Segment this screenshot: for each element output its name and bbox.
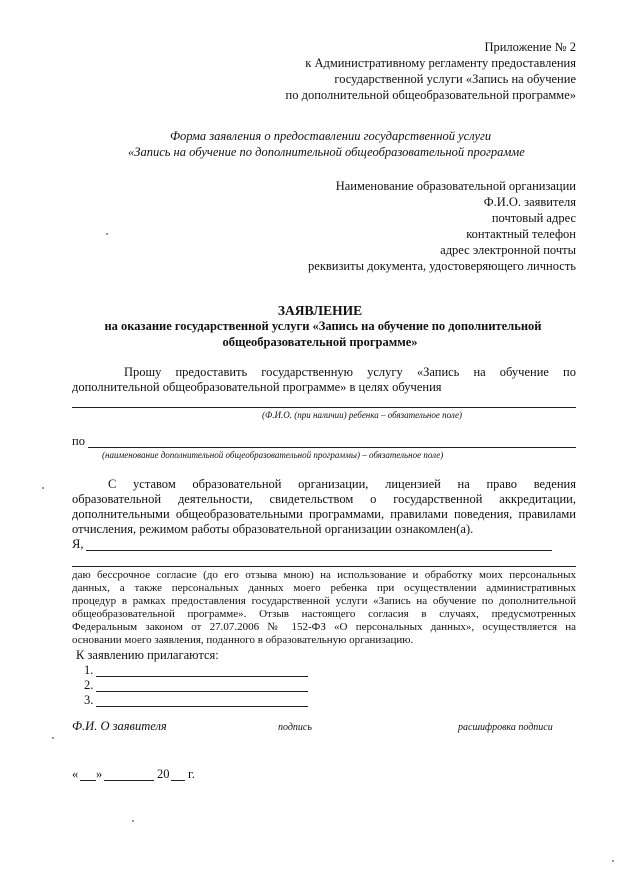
request-word: на [473,365,486,379]
addressee-postal-address: почтовый адрес [491,211,576,225]
request-word: государственную [261,365,354,379]
charter-line2: образовательной деятельности, свидетельством о государственной аккредитации, [72,492,576,506]
program-po-label: по [72,434,85,448]
consent-line2: данных, а также персональных данных моего ребенка при осуществлении административных [72,582,576,594]
charter-line3: дополнительными общеобразовательными программами, правилами поведения, правилами [72,507,576,521]
addressee-email: адрес электронной почты [440,243,576,257]
form-title-line2: «Запись на обучение по дополнительной общеобразовательной программе [128,145,525,159]
charter-line4: отчисления, режимом работы образовательной организации ознакомлен(а). [72,522,474,536]
request-word: по [563,365,576,379]
attachment-1-field[interactable] [96,676,308,677]
appendix-service: государственной услуги «Запись на обучение [334,72,576,86]
scan-speck [52,737,54,739]
signature-applicant-label: Ф.И. О заявителя [72,719,167,733]
attachment-number: 1. [84,663,94,677]
consent-line6: основании моего заявления, поданного в образовательную организацию. [72,634,414,646]
request-word: услугу [367,365,403,379]
child-name-caption: (Ф.И.О. (при наличии) ребенка – обязательное поле) [262,410,463,420]
attachment-3-field[interactable] [96,706,308,707]
addressee-applicant-name: Ф.И.О. заявителя [483,195,576,209]
appendix-regulation: к Административному регламенту предоставления [305,56,576,70]
charter-word: С [108,477,117,491]
statement-title: ЗАЯВЛЕНИЕ [277,303,363,318]
charter-word: на [457,477,470,491]
signature-sign-label: подпись [278,722,312,733]
scan-speck [42,487,44,489]
statement-subtitle-line2: общеобразовательной программе» [222,335,418,349]
date-year-field[interactable] [171,780,185,781]
date-quote-open: « [72,767,79,781]
consent-line5: Федеральным законом от 27.07.2006 № 152-ФЗ «О персональных данных», осуществляется на [72,621,576,633]
date-month-field[interactable] [104,780,154,781]
date-day-field[interactable] [80,780,96,781]
attachment-2-field[interactable] [96,691,308,692]
addressee-organization: Наименование образовательной организации [335,179,576,193]
program-name-caption: (наименование дополнительной общеобразовательной программы) – обязательное поле) [102,450,444,460]
statement-subtitle-line1: на оказание государственной услуги «Запись на обучение по дополнительной [104,319,542,333]
date-year-prefix: 20 [157,767,170,781]
applicant-name-field-continuation[interactable] [72,566,576,567]
charter-line1 [108,477,576,492]
date-year-suffix: г. [188,767,195,781]
signature-decode-label: расшифровка подписи [458,722,553,733]
attachment-number: 2. [84,678,94,692]
addressee-phone: контактный телефон [466,227,576,241]
charter-word: право [486,477,518,491]
appendix-program: по дополнительной общеобразовательной программе» [285,88,576,102]
request-line2: дополнительной общеобразовательной программе» в целях обучения [72,380,442,394]
scan-speck [612,860,614,862]
appendix-number: Приложение № 2 [484,40,576,54]
charter-word: организации, [298,477,369,491]
scan-speck [106,233,108,235]
consent-line3: процедур в рамках предоставления государственной услуги «Запись на обучение по дополнительной [72,595,576,607]
request-word: предоставить [175,365,248,379]
consent-line4: общеобразовательной программе». Отзыв настоящего согласия в случаях, предусмотренных [72,608,576,620]
request-word: обучение [499,365,549,379]
request-word: «Запись [416,365,460,379]
charter-word: уставом [133,477,176,491]
consent-line1: даю бессрочное согласие (до его отзыва мною) на использование и обработку моих персональных [72,569,576,581]
request-line1 [124,365,576,380]
form-title-line1: Форма заявления о предоставлении государственной услуги [170,129,492,143]
charter-word: лицензией [385,477,441,491]
child-name-field[interactable] [72,407,576,408]
program-name-field[interactable] [88,447,576,448]
date-quote-close: » [96,767,103,781]
attachments-heading: К заявлению прилагаются: [76,648,219,662]
charter-word: ведения [533,477,576,491]
request-word: Прошу [124,365,162,379]
scan-speck [132,820,134,822]
charter-word: образовательной [192,477,282,491]
applicant-name-field[interactable] [86,550,552,551]
applicant-ya-label: Я, [72,537,84,551]
attachment-number: 3. [84,693,94,707]
addressee-id-document: реквизиты документа, удостоверяющего личность [308,259,576,273]
